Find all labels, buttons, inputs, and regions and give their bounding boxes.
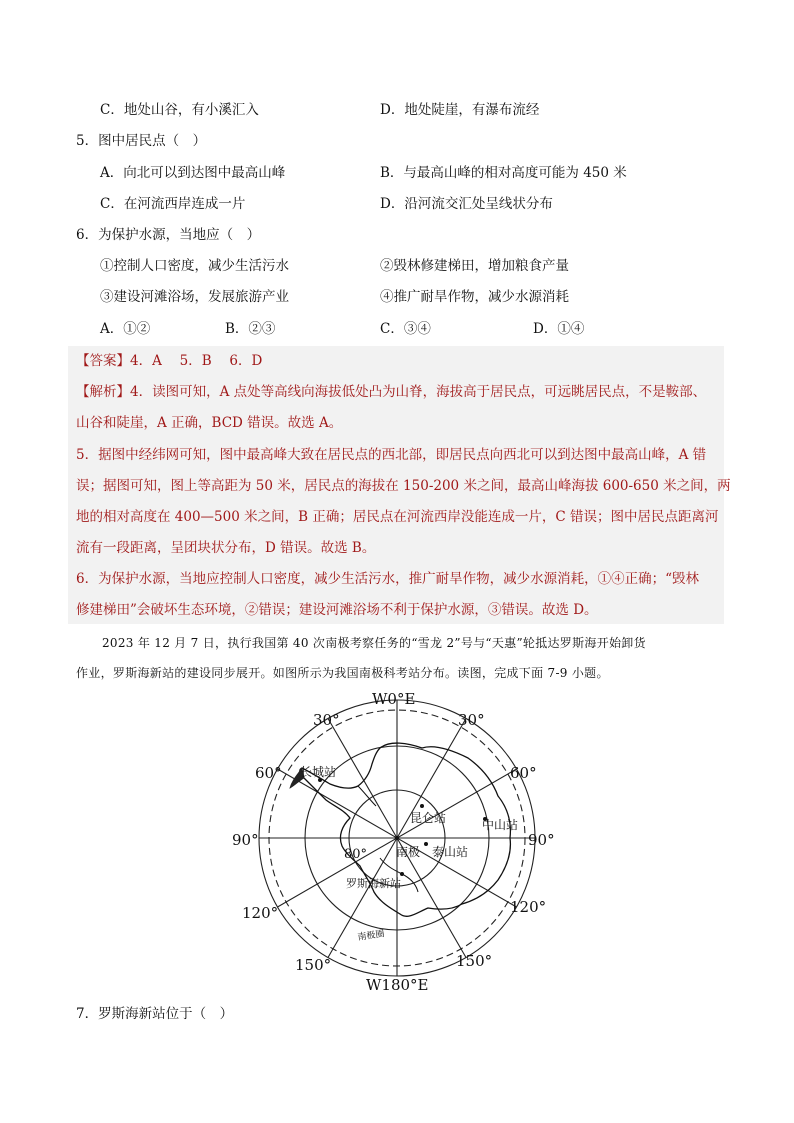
q6-option-c: C．③④	[380, 321, 431, 337]
q5-option-a: A．向北可以到达图中最高山峰	[100, 165, 286, 181]
label-120-left: 120°	[242, 904, 279, 922]
analysis-line-2: 山谷和陡崖，A 正确，BCD 错误。故选 A。	[76, 415, 343, 431]
q7-stem: 7．罗斯海新站位于（ ）	[76, 1006, 234, 1022]
label-80-degree: 80°	[344, 847, 368, 862]
taishan-station-marker	[424, 842, 428, 846]
intro-line-2: 作业，罗斯海新站的建设同步展开。如图所示为我国南极科考站分布。读图，完成下面 7-9 小题。	[76, 666, 609, 680]
label-taishan-station: 泰山站	[432, 845, 469, 859]
q5-option-c: C．在河流西岸连成一片	[100, 196, 246, 212]
analysis-line-7: 6．为保护水源，当地应控制人口密度，减少生活污水，推广耐旱作物，减少水源消耗，①④正确；“毁林	[76, 571, 699, 587]
label-kunlun-station: 昆仑站	[410, 811, 447, 825]
answer-text: 4．A 5．B 6．D	[130, 353, 263, 369]
q6-stem: 6．为保护水源，当地应（ ）	[76, 227, 261, 243]
q6-option-d: D．①④	[533, 321, 585, 337]
q4-option-d: D．地处陡崖，有瀑布流经	[380, 102, 540, 118]
q5-stem: 5．图中居民点（ ）	[76, 133, 207, 149]
south-pole-marker	[395, 836, 399, 840]
label-changcheng-station: 长城站	[300, 765, 337, 779]
analysis-line-3: 5．据图中经纬网可知，图中最高峰大致在居民点的西北部，即居民点向西北可以到达图中最高山峰，A 错	[76, 447, 707, 463]
analysis-line-1	[76, 382, 706, 402]
label-30-left: 30°	[313, 711, 340, 729]
label-150-left: 150°	[295, 956, 332, 974]
label-60-left: 60°	[255, 764, 282, 782]
ross-new-station-marker	[400, 872, 404, 876]
label-90-left: 90°	[232, 831, 259, 849]
analysis-line-8: 修建梯田”会破坏生态环境，②错误；建设河滩浴场不利于保护水源，③错误。故选 D。	[76, 602, 598, 618]
antarctica-station-map	[230, 688, 560, 998]
q6-statement-2: ②毁林修建梯田，增加粮食产量	[380, 258, 569, 274]
intro-line-1: 2023 年 12 月 7 日，执行我国第 40 次南极考察任务的“雪龙 2”号与“天惠”轮抵达罗斯海开始卸货	[102, 636, 646, 650]
label-zhongshan-station: 中山站	[482, 818, 519, 832]
analysis-tag: 【解析】	[76, 384, 130, 400]
q5-option-d: D．沿河流交汇处呈线状分布	[380, 196, 553, 212]
label-90-right: 90°	[528, 831, 555, 849]
label-150-right: 150°	[456, 952, 493, 970]
answer-line	[76, 351, 262, 371]
answer-tag: 【答案】	[76, 353, 130, 369]
label-antarctic-circle: 南极圈	[357, 929, 386, 943]
label-120-right: 120°	[510, 898, 547, 916]
analysis-line-6: 流有一段距离，呈团块状分布，D 错误。故选 B。	[76, 540, 376, 556]
label-south-pole: 南极	[396, 845, 421, 859]
analysis-line-5: 地的相对高度在 400—500 米之间，B 正确；居民点在河流西岸没能连成一片，C 错误；图中居民点距离河	[76, 509, 719, 525]
q5-option-b: B．与最高山峰的相对高度可能为 450 米	[380, 165, 627, 181]
label-30-right: 30°	[458, 711, 485, 729]
q6-option-a: A．①②	[100, 321, 151, 337]
analysis-text-1: 4．读图可知，A 点处等高线向海拔低处凸为山脊，海拔高于居民点，可远眺居民点，不是鞍部、	[130, 384, 707, 400]
q6-statement-3: ③建设河滩浴场，发展旅游产业	[100, 289, 289, 305]
label-ross-new-station: 罗斯海新站	[346, 877, 401, 890]
q6-statement-4: ④推广耐旱作物，减少水源消耗	[380, 289, 569, 305]
kunlun-station-marker	[420, 804, 424, 808]
label-bottom-meridian: W180°E	[366, 976, 429, 994]
q4-option-c: C．地处山谷，有小溪汇入	[100, 102, 259, 118]
q6-option-b: B．②③	[225, 321, 276, 337]
label-60-right: 60°	[510, 764, 537, 782]
label-top-meridian: W0°E	[372, 690, 416, 708]
q6-statement-1: ①控制人口密度，减少生活污水	[100, 258, 289, 274]
analysis-line-4: 误；据图可知，图上等高距为 50 米，居民点的海拔在 150-200 米之间，最高山峰海拔 600-650 米之间，两	[76, 478, 731, 494]
